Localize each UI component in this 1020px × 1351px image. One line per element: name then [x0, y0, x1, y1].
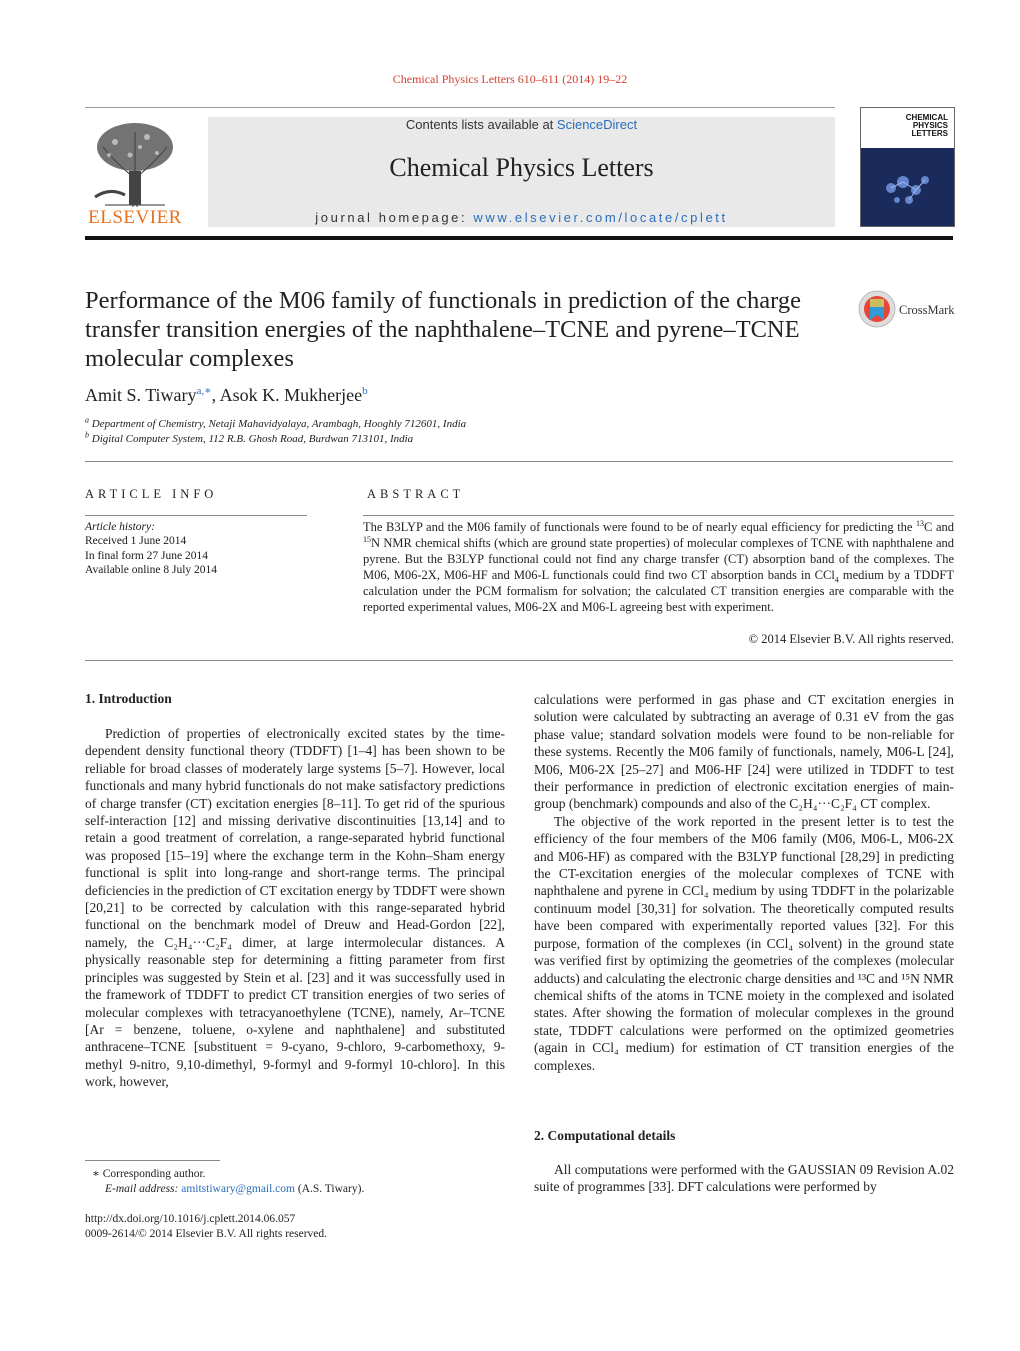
author-affiliation-mark[interactable]: a,∗ [196, 385, 212, 397]
abstract-part: N NMR chemical shifts (which are ground state properties) of molecular complexes of TCNE with naphthalene and pyrene. But the B3LYP functional could not find any charge transfer (CT) absorption band of the complexes. The M06, M06-2X, M06-HF and M06-L functionals could find two CT absorption bands in CCl [363, 536, 954, 582]
article-title: Performance of the M06 family of functionals in prediction of the charge transfer transition energies of the naphthalene–TCNE and pyrene–TCNE molecular complexes [85, 287, 801, 372]
journal-reference[interactable]: Chemical Physics Letters 610–611 (2014) 19–22 [392, 72, 628, 86]
author-affiliation-mark[interactable]: b [362, 385, 368, 397]
email-label: E-mail address: [105, 1183, 182, 1195]
email-link[interactable]: amitstiwary@gmail.com [181, 1183, 295, 1195]
contents-line [208, 117, 835, 132]
crossmark-label: CrossMark [899, 303, 955, 317]
crossmark-icon [858, 290, 896, 328]
author-name: Asok K. Mukherjee [219, 385, 363, 405]
intro-paragraph-2: The objective of the work reported in the present letter is to test the efficiency of the four members of the M06 family (M06, M06-L, M06-2X and M06-HF) as compared with the B3LYP functional [28,29] in predicting the CT-excitation energies of the molecular complexes of TCNE with naphthalene and pyrene in CCl₄ medium by using TDDFT in the polarizable continuum model [30,31] for solvation. The theoretically computed results have been compared with experimentally reported values [32]. For this purpose, formation of the complexes (in CCl₄ solvent) in the ground state was verified first by optimizing the geometries of the complexes (molecular adducts) and calculating the electronic charge densities and ¹³C and ¹⁵N NMR chemical shifts of the atoms in TCNE moiety in the complexed and isolated states. After showing the formation of molecular complexes in the ground state, TDDFT calculations were performed on the optimized geometries (again in CCl₄ medium) for estimation of CT transition energies of the complexes. [534, 813, 954, 1073]
abstract-text [363, 519, 954, 615]
elsevier-logo[interactable] [85, 117, 185, 229]
homepage-prefix: journal homepage: [315, 210, 474, 225]
abstract-rule [363, 515, 954, 516]
elsevier-tree-icon [85, 117, 185, 209]
contents-prefix: Contents lists available at [405, 117, 557, 132]
cover-title: CHEMICAL PHYSICS LETTERS [905, 113, 948, 138]
author-name: Amit S. Tiwary [85, 385, 197, 405]
affiliation-mark: b [85, 430, 89, 440]
affiliation-text: Department of Chemistry, Netaji Mahavidyalaya, Arambagh, Hooghly 712601, India [91, 418, 467, 430]
final-form-date: In final form 27 June 2014 [85, 549, 208, 562]
issn-line: 0009-2614/© 2014 Elsevier B.V. All rights reserved. [85, 1228, 328, 1240]
email-note [105, 1182, 364, 1197]
header-thick-rule [85, 236, 953, 240]
article-history [85, 520, 315, 577]
corresponding-author-note: ∗ Corresponding author. [92, 1168, 206, 1180]
header-rule [85, 107, 835, 108]
footnote-rule [85, 1160, 220, 1161]
email-suffix: (A.S. Tiwary). [294, 1183, 365, 1195]
abstract-heading: ABSTRACT [367, 487, 465, 501]
section-heading-computational: 2. Computational details [534, 1128, 676, 1143]
left-column [85, 725, 505, 1091]
affiliation-mark: a [85, 415, 89, 425]
affiliation-rule [85, 461, 953, 462]
affiliation-b [85, 430, 414, 445]
sciencedirect-link[interactable]: ScienceDirect [556, 117, 638, 132]
journal-cover-thumbnail[interactable] [860, 107, 955, 227]
online-date: Available online 8 July 2014 [85, 563, 218, 576]
abstract-sub: 4 [834, 575, 839, 585]
affiliation-a [85, 415, 467, 430]
molecule-art-icon [861, 148, 954, 226]
abstract-sup: 15 [363, 534, 371, 544]
section2-body [534, 1161, 954, 1196]
computational-paragraph-1: All computations were performed with the GAUSSIAN 09 Revision A.02 suite of programmes [33]. DFT calculations were performed by [534, 1162, 954, 1195]
affiliation-text: Digital Computer System, 112 R.B. Ghosh Road, Burdwan 713101, India [91, 433, 414, 445]
intro-paragraph-1: Prediction of properties of electronically excited states by the time-dependent density functional theory (TDDFT) [1–4] has been shown to be reliable for broad classes of moderately large systems [5–7]. However, local functionals and many hybrid functionals do not make satisfactory predictions of charge transfer (CT) excitation energies [8–11]. To get rid of the spurious self-interaction [12] and missing derivative discontinuities [13,14] and to retain a good treatment of correlation, a range-separated hybrid functional was proposed [15–19] where the exchange term in the Kohn–Sham energy functional is split into long-range and short-range terms. The principal deficiencies in the prediction of CT excitation energy by TDDFT were shown [20,21] to be corrected by calculation with this range-separated hybrid functional on the benchmark model of Dreuw and Head-Gordon [22], namely, the C₂H₄···C₂F₄ dimer, at large intermolecular distances. A physically reasonable step for determining a fitting parameter from first principles was suggested by Stein et al. [23] and it was successfully used in the framework of TDDFT to predict CT transition energies of two series of molecular complexes with tetracyanoethylene (TCNE), namely, Ar–TCNE [Ar = benzene, toluene, o-xylene and naphthalene] and substituted anthracene–TCNE [substituent = 9-cyano, 9-chloro, 9-carbomethoxy, 9-methyl 9-nitro, 9,10-dimethyl, 9-formyl and 9-formyl 10-chloro]. In this work, however, [85, 726, 505, 1090]
received-date: Received 1 June 2014 [85, 535, 187, 548]
abstract-part: The B3LYP and the M06 family of functionals were found to be of nearly equal efficiency for predicting the [363, 520, 917, 534]
author-list [85, 385, 368, 406]
doi-link[interactable]: http://dx.doi.org/10.1016/j.cplett.2014.06.057 [85, 1213, 296, 1225]
abstract-part: medium by a TDDFT calculation under the PCM formalism for solvation; the calculated CT transition energies are comparable with the reported experimental values, M06-2X and M06-L agreeing best with experiment. [363, 568, 954, 614]
history-label: Article history: [85, 521, 155, 533]
cover-image [861, 148, 954, 226]
elsevier-wordmark: ELSEVIER [88, 207, 182, 228]
right-column [534, 691, 954, 1074]
section-heading-introduction: 1. Introduction [85, 691, 172, 706]
intro-paragraph-continued: calculations were performed in gas phase and CT excitation energies in solution were calculated by subtracting an average of 0.31 eV from the gas phase value; standard solvation models were found to be non-reliable for these systems. Recently the M06 family of functionals, namely, M06-L [24], M06, M06-2X [25–27] and M06-HF [24] were utilized in TDDFT to test their performance in prediction of electronic excitation energies of main-group (benchmark) compounds and also of the C₂H₄···C₂F₄ CT complex. [534, 692, 954, 812]
abstract-sup: 13 [916, 518, 925, 528]
copyright-notice: © 2014 Elsevier B.V. All rights reserved. [748, 632, 954, 646]
author-separator: , [211, 385, 220, 405]
article-info-heading: ARTICLE INFO [85, 487, 218, 501]
abstract-bottom-rule [85, 660, 953, 661]
journal-name: Chemical Physics Letters [389, 153, 654, 182]
homepage-link[interactable]: www.elsevier.com/locate/cplett [473, 210, 728, 225]
journal-banner [208, 117, 835, 227]
homepage-line [208, 210, 835, 225]
article-info-rule [85, 515, 307, 516]
crossmark-badge[interactable] [858, 290, 958, 330]
abstract-part: C and [924, 520, 954, 534]
